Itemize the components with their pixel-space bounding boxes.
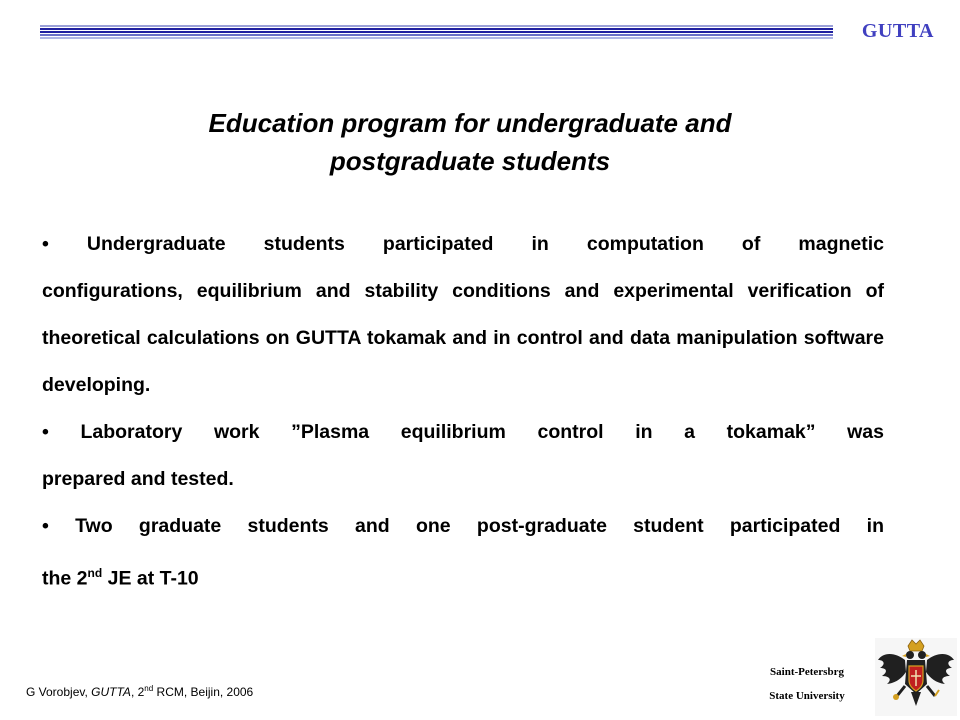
footer-author: G Vorobjev, [26,685,92,699]
slide-title [60,104,880,180]
footer-event-prefix: , 2 [130,685,145,699]
header-rule [40,25,833,39]
slide-title-line-2: postgraduate students [329,146,611,176]
bullet-first-line: • Two graduate students and one post-graduate student participated in [42,515,884,537]
bullet-text [42,550,884,603]
bullet-item [42,409,884,503]
bullet-first-line: • Undergraduate students participated in computation of magnetic [42,233,884,255]
bullet-first-line: • Laboratory work ”Plasma equilibrium control in a tokamak” was [42,421,884,443]
bullet-item [42,221,884,409]
brand-label: GUTTA [861,20,934,42]
bullet-text: configurations, equilibrium and stability conditions and experimental verification of theoretical calculations on GUTTA tokamak and in control and data manipulation software developing. [42,280,884,396]
bullet-text: prepared and tested. [42,468,234,490]
ordinal-suffix: nd [87,566,103,580]
footer-event-suffix: RCM, Beijin, 2006 [153,685,254,699]
university-line-1: Saint-Petersbrg [770,666,844,678]
bullet-text-prefix: the 2 [42,567,88,590]
university-line-2: State University [769,690,845,702]
footer-ordinal: nd [144,684,154,693]
footer-project: GUTTA [91,685,131,699]
bullet-text-suffix: JE at T-10 [102,567,199,590]
slide-content [42,221,884,603]
bullet-item [42,503,884,603]
slide-title-line-1: Education program for undergraduate and [208,108,732,138]
university-coat-of-arms-icon [875,638,957,716]
university-name [752,660,862,708]
footer-citation [26,684,253,699]
